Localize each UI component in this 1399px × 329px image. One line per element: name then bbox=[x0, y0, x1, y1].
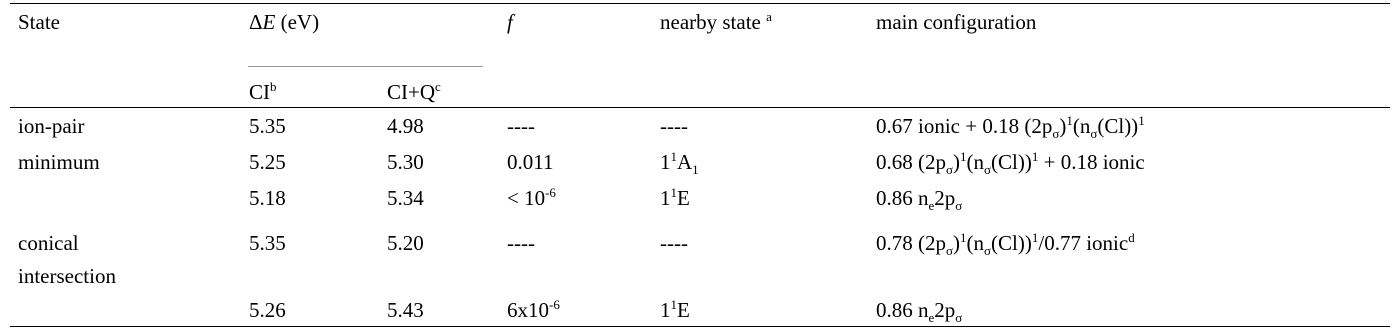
header-state-text: State bbox=[18, 10, 60, 34]
row3-ci: 5.18 bbox=[249, 186, 286, 210]
header-ciq bbox=[387, 80, 441, 104]
header-delta-e bbox=[249, 10, 319, 34]
r5-c: 2p bbox=[934, 298, 956, 322]
row3-nearby bbox=[660, 186, 690, 210]
r4-f: σ bbox=[984, 243, 992, 258]
header-nearby-state bbox=[660, 10, 772, 34]
r5n-exp: 1 bbox=[670, 297, 677, 312]
row3-ciq: 5.34 bbox=[387, 186, 424, 210]
r4-i: /0.77 ionic bbox=[1038, 231, 1129, 255]
r5-f-base: 6x10 bbox=[507, 298, 549, 322]
row2-ciq: 5.30 bbox=[387, 150, 424, 174]
r1-f: σ bbox=[1090, 126, 1098, 141]
energy-variable: E bbox=[262, 10, 276, 34]
footnote-b: b bbox=[270, 79, 277, 94]
r3n-coef: 1 bbox=[660, 186, 671, 210]
row5-nearby bbox=[660, 298, 690, 322]
delta-symbol: Δ bbox=[249, 10, 263, 34]
footnote-d: d bbox=[1128, 230, 1135, 245]
r1-c: ) bbox=[1059, 114, 1067, 138]
row4-ci: 5.35 bbox=[249, 231, 286, 255]
r3-b: e bbox=[928, 198, 935, 213]
group-label-ion-pair: ion-pair bbox=[18, 114, 85, 138]
r3-c: 2p bbox=[934, 186, 956, 210]
row2-ci: 5.25 bbox=[249, 150, 286, 174]
row1-ci: 5.35 bbox=[249, 114, 286, 138]
r3-d: σ bbox=[955, 198, 963, 213]
r1-b: σ bbox=[1052, 126, 1060, 141]
row5-f bbox=[507, 298, 560, 322]
r2-f: σ bbox=[984, 162, 992, 177]
row2-config bbox=[876, 149, 1145, 177]
r1-d: 1 bbox=[1066, 113, 1073, 128]
r2-b: σ bbox=[946, 162, 954, 177]
header-state bbox=[18, 10, 60, 34]
delta-e-subrule bbox=[248, 66, 483, 67]
r4-h: 1 bbox=[1031, 230, 1039, 245]
r4-g: (Cl)) bbox=[991, 231, 1032, 255]
row1-f: ---- bbox=[507, 114, 535, 138]
r2n-base: A bbox=[677, 150, 693, 174]
row4-ciq: 5.20 bbox=[387, 231, 424, 255]
row3-config bbox=[876, 186, 963, 213]
row5-ci: 5.26 bbox=[249, 298, 286, 322]
header-f bbox=[507, 10, 513, 34]
row3-f bbox=[507, 186, 556, 210]
r4-e: (n bbox=[966, 231, 985, 255]
r2-h: 1 bbox=[1031, 149, 1039, 164]
r3n-base: E bbox=[677, 186, 690, 210]
row4-config bbox=[876, 230, 1135, 258]
r2-d: 1 bbox=[960, 149, 967, 164]
r5n-coef: 1 bbox=[660, 298, 671, 322]
r2-i: + 0.18 ionic bbox=[1038, 150, 1145, 174]
footnote-c: c bbox=[435, 79, 441, 94]
nearby-state-label: nearby state bbox=[660, 10, 767, 34]
r3-f-base: < 10 bbox=[507, 186, 546, 210]
header-rule bbox=[10, 107, 1390, 108]
r2-a: 0.68 (2p bbox=[876, 150, 946, 174]
r5n-base: E bbox=[677, 298, 690, 322]
bottom-rule bbox=[10, 326, 1390, 327]
oscillator-strength-label: f bbox=[507, 10, 513, 34]
row2-nearby bbox=[660, 149, 699, 177]
footnote-a: a bbox=[766, 9, 772, 24]
main-configuration-label: main configuration bbox=[876, 10, 1037, 34]
ciq-label: CI+Q bbox=[387, 80, 436, 104]
r2-c: ) bbox=[953, 150, 961, 174]
group-label-conical: conical bbox=[18, 231, 79, 255]
r2-e: (n bbox=[966, 150, 985, 174]
r1-e: (n bbox=[1072, 114, 1091, 138]
r5-f-exp: -6 bbox=[549, 297, 560, 312]
r1-a: 0.67 ionic + 0.18 (2p bbox=[876, 114, 1053, 138]
r3-f-exp: -6 bbox=[545, 185, 556, 200]
group-label-intersection: intersection bbox=[18, 264, 116, 288]
r5-a: 0.86 n bbox=[876, 298, 929, 322]
r4-b: σ bbox=[946, 243, 954, 258]
r3n-exp: 1 bbox=[670, 185, 677, 200]
top-rule bbox=[10, 3, 1390, 4]
row4-f: ---- bbox=[507, 231, 535, 255]
header-ci bbox=[249, 80, 277, 104]
r4-a: 0.78 (2p bbox=[876, 231, 946, 255]
r5-d: σ bbox=[955, 310, 963, 325]
group-label-minimum: minimum bbox=[18, 150, 100, 174]
row5-ciq: 5.43 bbox=[387, 298, 424, 322]
ci-label: CI bbox=[249, 80, 270, 104]
r5-b: e bbox=[928, 310, 935, 325]
r2n-exp: 1 bbox=[670, 149, 677, 164]
energy-unit: (eV) bbox=[275, 10, 320, 34]
r2n-coef: 1 bbox=[660, 150, 671, 174]
r3-a: 0.86 n bbox=[876, 186, 929, 210]
row2-f: 0.011 bbox=[507, 150, 554, 174]
header-main-configuration bbox=[876, 10, 1036, 34]
row1-nearby: ---- bbox=[660, 114, 688, 138]
row1-ciq: 4.98 bbox=[387, 114, 424, 138]
row5-config bbox=[876, 298, 963, 325]
r2-g: (Cl)) bbox=[991, 150, 1032, 174]
r4-c: ) bbox=[953, 231, 961, 255]
r1-h: 1 bbox=[1138, 113, 1145, 128]
row4-nearby: ---- bbox=[660, 231, 688, 255]
r4-d: 1 bbox=[960, 230, 967, 245]
r2n-sub: 1 bbox=[692, 162, 699, 177]
row1-config bbox=[876, 113, 1145, 141]
r1-g: (Cl)) bbox=[1097, 114, 1139, 138]
